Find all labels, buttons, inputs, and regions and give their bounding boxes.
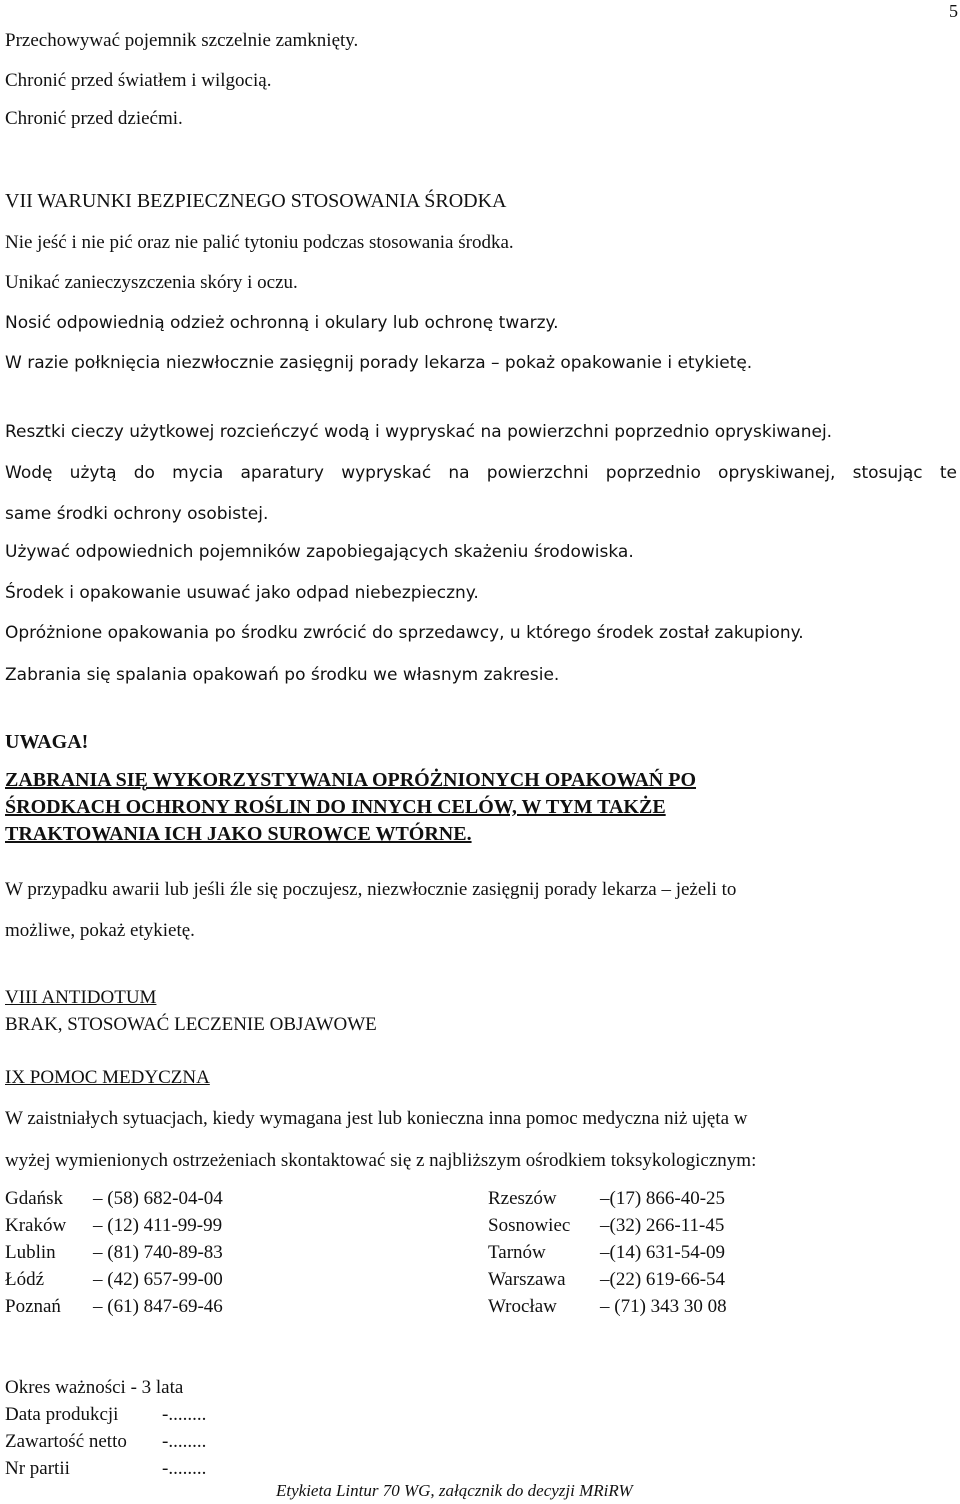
center-phone: – (58) 682-04-04 <box>93 1188 223 1209</box>
center-phone: –(17) 866-40-25 <box>600 1188 726 1209</box>
center-city: Tarnów <box>488 1242 546 1263</box>
center-city: Poznań <box>5 1296 61 1317</box>
section-7-heading: VII WARUNKI BEZPIECZNEGO STOSOWANIA ŚRODKA <box>5 190 507 212</box>
center-phone: –(32) 266-11-45 <box>600 1215 725 1236</box>
production-date-value: -........ <box>162 1404 207 1425</box>
center-city: Warszawa <box>488 1269 566 1290</box>
center-phone: –(14) 631-54-09 <box>600 1242 726 1263</box>
center-phone: – (61) 847-69-46 <box>93 1296 223 1317</box>
storage-line-3: Chronić przed dziećmi. <box>5 108 183 129</box>
center-phone: – (71) 343 30 08 <box>600 1296 727 1317</box>
warning-line-1: ZABRANIA SIĘ WYKORZYSTYWANIA OPRÓŻNIONYCH OPAKOWAŃ PO <box>5 769 697 791</box>
center-phone: – (12) 411-99-99 <box>93 1215 223 1236</box>
center-phone: – (81) 740-89-83 <box>93 1242 223 1263</box>
net-content-value: -........ <box>162 1431 207 1452</box>
disposal-line-1: Resztki cieczy użytkowej rozcieńczyć wodą i wypryskać na powierzchni poprzednio opryskiwanej. <box>5 422 833 442</box>
footer-caption: Etykieta Lintur 70 WG, załącznik do decyzji MRiRW <box>276 1481 633 1500</box>
batch-number-label: Nr partii <box>5 1458 70 1479</box>
disposal-line-2b: same środki ochrony osobistej. <box>5 504 269 524</box>
center-phone: – (42) 657-99-00 <box>93 1269 223 1290</box>
safety-line-2: Unikać zanieczyszczenia skóry i oczu. <box>5 272 298 293</box>
warning-line-2: ŚRODKACH OCHRONY ROŚLIN DO INNYCH CELÓW, W TYM TAKŻE <box>5 796 666 818</box>
center-city: Łódź <box>5 1269 45 1290</box>
disposal-line-5: Opróżnione opakowania po środku zwrócić do sprzedawcy, u którego środek został zakupiony. <box>5 623 804 643</box>
section-9-heading: IX POMOC MEDYCZNA <box>5 1067 210 1088</box>
warning-label: UWAGA! <box>5 731 89 753</box>
medical-text-2: wyżej wymienionych ostrzeżeniach skontaktować się z najbliższym ośrodkiem toksykologicznym: <box>5 1150 757 1171</box>
safety-line-1: Nie jeść i nie pić oraz nie palić tytoniu podczas stosowania środka. <box>5 232 514 253</box>
center-phone: –(22) 619-66-54 <box>600 1269 726 1290</box>
safety-line-4: W razie połknięcia niezwłocznie zasięgnij porady lekarza – pokaż opakowanie i etykietę. <box>5 353 753 373</box>
center-city: Wrocław <box>488 1296 557 1317</box>
advice-line-2: możliwe, pokaż etykietę. <box>5 920 195 941</box>
disposal-line-4: Środek i opakowanie usuwać jako odpad niebezpieczny. <box>5 583 479 603</box>
validity-line: Okres ważności - 3 lata <box>5 1377 184 1398</box>
center-city: Lublin <box>5 1242 56 1263</box>
advice-line-1: W przypadku awarii lub jeśli źle się poczujesz, niezwłocznie zasięgnij porady lekarza – jeżeli to <box>5 879 737 900</box>
net-content-label: Zawartość netto <box>5 1431 127 1452</box>
disposal-line-3: Używać odpowiednich pojemników zapobiegających skażeniu środowiska. <box>5 542 634 562</box>
section-8-heading: VIII ANTIDOTUM <box>5 987 157 1008</box>
disposal-line-2a: Wodę użytą do mycia aparatury wypryskać na powierzchni poprzednio opryskiwanej, stosując te <box>5 463 957 483</box>
safety-line-3: Nosić odpowiednią odzież ochronną i okulary lub ochronę twarzy. <box>5 313 559 333</box>
warning-line-3: TRAKTOWANIA ICH JAKO SUROWCE WTÓRNE. <box>5 823 472 845</box>
storage-line-1: Przechowywać pojemnik szczelnie zamknięty. <box>5 30 359 51</box>
antidote-text: BRAK, STOSOWAĆ LECZENIE OBJAWOWE <box>5 1014 377 1035</box>
center-city: Rzeszów <box>488 1188 557 1209</box>
medical-text-1: W zaistniałych sytuacjach, kiedy wymagana jest lub konieczna inna pomoc medyczna niż ujęta w <box>5 1108 748 1129</box>
disposal-line-6: Zabrania się spalania opakowań po środku we własnym zakresie. <box>5 665 560 685</box>
center-city: Gdańsk <box>5 1188 64 1209</box>
center-city: Sosnowiec <box>488 1215 571 1236</box>
center-city: Kraków <box>5 1215 67 1236</box>
storage-line-2: Chronić przed światłem i wilgocią. <box>5 70 272 91</box>
page-number: 5 <box>949 1 958 21</box>
production-date-label: Data produkcji <box>5 1404 119 1425</box>
batch-number-value: -........ <box>162 1458 207 1479</box>
